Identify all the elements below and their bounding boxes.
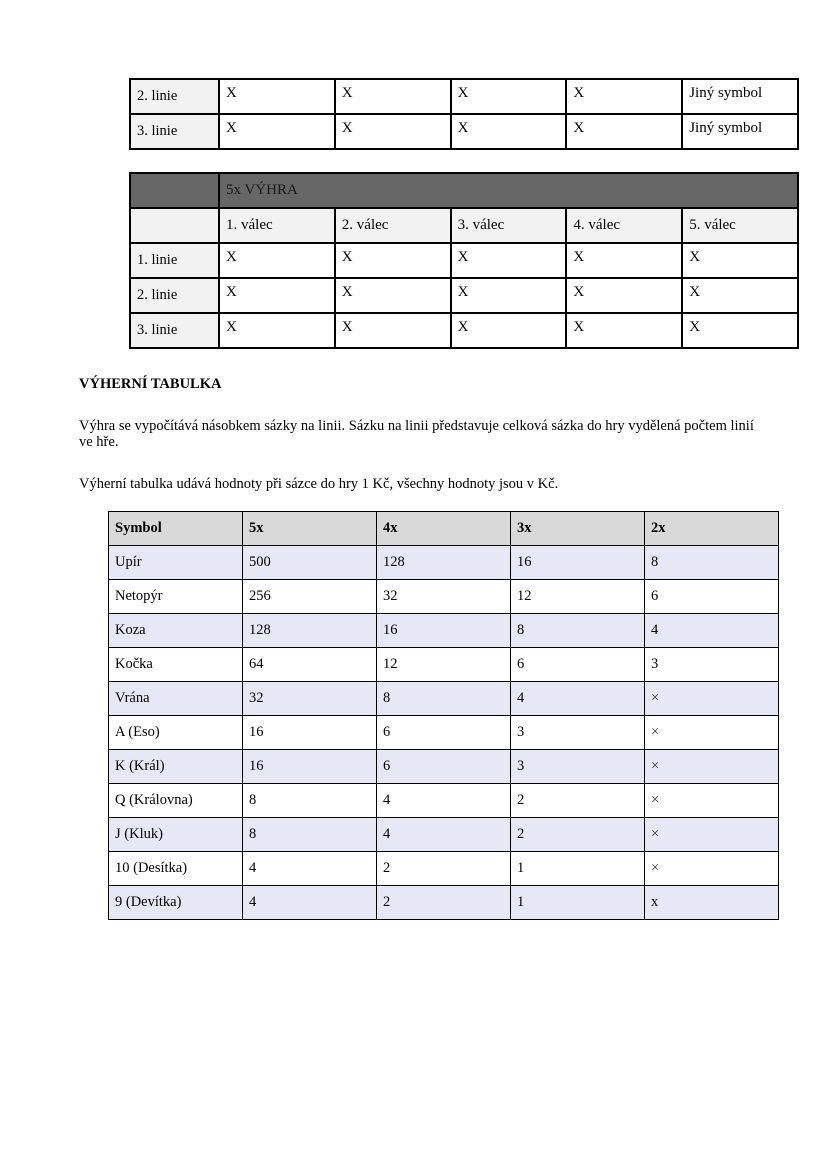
- paragraph-paytable-note: Výherní tabulka udává hodnoty při sázce do hry 1 Kč, všechny hodnoty jsou v Kč.: [79, 476, 559, 492]
- cell: [682, 114, 798, 149]
- table-row: [130, 79, 798, 114]
- paytable-row: [109, 682, 779, 716]
- cell-value: X: [226, 249, 237, 265]
- payout-value: 128: [377, 546, 511, 580]
- line-label: 1. linie: [130, 243, 219, 278]
- payout-value: 16: [243, 750, 377, 784]
- cell: [451, 79, 567, 114]
- line-label: 3. linie: [130, 313, 219, 348]
- cell-value: X: [689, 319, 701, 335]
- payout-value: x: [645, 886, 779, 920]
- payout-value: 8: [243, 784, 377, 818]
- payout-value: 4: [645, 614, 779, 648]
- payout-value: 500: [243, 546, 377, 580]
- table-title-row: [130, 173, 798, 208]
- payout-value: 128: [243, 614, 377, 648]
- cell: [566, 243, 682, 278]
- paytable-row: [109, 818, 779, 852]
- cell: [219, 278, 335, 313]
- payout-value: 3: [511, 750, 645, 784]
- cell-value: X: [226, 120, 237, 136]
- column-header: 2x: [645, 512, 779, 546]
- line-label: 3. linie: [130, 114, 219, 149]
- reel-header: 5. válec: [682, 208, 798, 243]
- cell: [219, 243, 335, 278]
- paytable-row: [109, 614, 779, 648]
- line-label: 2. linie: [130, 278, 219, 313]
- payout-value: 3: [511, 716, 645, 750]
- cell-value: X: [226, 85, 237, 101]
- cell-value: X: [689, 249, 701, 265]
- reel-header-row: [130, 208, 798, 243]
- payout-value: 256: [243, 580, 377, 614]
- cell: [566, 278, 682, 313]
- table-row: [130, 114, 798, 149]
- column-header: Symbol: [109, 512, 243, 546]
- payout-value: 32: [243, 682, 377, 716]
- cell: [335, 243, 451, 278]
- reel-header: 1. válec: [219, 208, 335, 243]
- cell-value: X: [341, 85, 353, 101]
- cell: [566, 79, 682, 114]
- cell: [219, 114, 335, 149]
- column-header: 5x: [243, 512, 377, 546]
- cell: [219, 79, 335, 114]
- payout-value: 6: [377, 750, 511, 784]
- symbol-name: Netopýr: [109, 580, 243, 614]
- payout-value: ×: [645, 818, 779, 852]
- paytable-row: [109, 886, 779, 920]
- cell-value: X: [457, 120, 469, 136]
- cell-value: X: [573, 284, 585, 300]
- payout-value: 16: [377, 614, 511, 648]
- payout-value: 64: [243, 648, 377, 682]
- paytable-row: [109, 784, 779, 818]
- cell-value: X: [457, 249, 469, 265]
- payout-value: 8: [645, 546, 779, 580]
- payout-value: 8: [511, 614, 645, 648]
- payout-value: 6: [377, 716, 511, 750]
- payout-value: 12: [377, 648, 511, 682]
- symbol-name: A (Eso): [109, 716, 243, 750]
- empty-cell: [130, 173, 219, 208]
- cell: [451, 114, 567, 149]
- column-header: 4x: [377, 512, 511, 546]
- reel-header: 2. válec: [335, 208, 451, 243]
- symbol-name: Vrána: [109, 682, 243, 716]
- payout-value: 8: [377, 682, 511, 716]
- payout-value: 6: [511, 648, 645, 682]
- cell: [335, 313, 451, 348]
- payout-value: ×: [645, 852, 779, 886]
- payout-value: 4: [243, 852, 377, 886]
- table-row: [130, 243, 798, 278]
- table-title: 5x VÝHRA: [219, 173, 798, 208]
- cell-value: X: [341, 284, 353, 300]
- cell: [451, 313, 567, 348]
- payout-value: ×: [645, 750, 779, 784]
- cell: [682, 243, 798, 278]
- cell-value: X: [341, 319, 353, 335]
- paragraph-bet-explanation: Výhra se vypočítává násobkem sázky na linii. Sázku na linii představuje celková sázka do hry vydělená počtem linií ve hře.: [79, 418, 754, 450]
- cell-value: X: [573, 249, 585, 265]
- cell-value: X: [457, 284, 469, 300]
- reel-header: 4. válec: [566, 208, 682, 243]
- paytable-row: [109, 648, 779, 682]
- symbol-name: Koza: [109, 614, 243, 648]
- payout-value: 4: [377, 784, 511, 818]
- cell-value: X: [573, 120, 585, 136]
- paytable-header-row: [109, 512, 779, 546]
- payout-value: 6: [645, 580, 779, 614]
- cell: [335, 114, 451, 149]
- cell-value: X: [341, 249, 353, 265]
- paytable-row: [109, 750, 779, 784]
- line-label: 2. linie: [130, 79, 219, 114]
- cell-value: X: [226, 284, 237, 300]
- cell-value: X: [457, 319, 469, 335]
- symbol-name: J (Kluk): [109, 818, 243, 852]
- cell-value: X: [573, 85, 585, 101]
- payout-value: 2: [511, 818, 645, 852]
- payout-value: 4: [377, 818, 511, 852]
- payout-value: 3: [645, 648, 779, 682]
- payout-value: 1: [511, 886, 645, 920]
- symbol-name: K (Král): [109, 750, 243, 784]
- partial-win-table: [129, 78, 799, 150]
- payout-value: ×: [645, 784, 779, 818]
- paytable-row: [109, 716, 779, 750]
- payout-value: 2: [377, 886, 511, 920]
- symbol-name: 9 (Devítka): [109, 886, 243, 920]
- payout-value: 4: [511, 682, 645, 716]
- payout-value: 8: [243, 818, 377, 852]
- cell: [219, 313, 335, 348]
- cell: [451, 243, 567, 278]
- paytable: [108, 511, 779, 920]
- payout-value: ×: [645, 716, 779, 750]
- cell: [566, 114, 682, 149]
- payout-value: 16: [511, 546, 645, 580]
- payout-value: 2: [511, 784, 645, 818]
- cell-value: X: [689, 284, 701, 300]
- symbol-name: 10 (Desítka): [109, 852, 243, 886]
- cell: [335, 79, 451, 114]
- payout-value: 2: [377, 852, 511, 886]
- cell: [451, 278, 567, 313]
- cell-value: X: [573, 319, 585, 335]
- cell: [566, 313, 682, 348]
- cell-value: Jiný symbol: [689, 120, 763, 136]
- reel-header: 3. válec: [451, 208, 567, 243]
- paytable-row: [109, 546, 779, 580]
- symbol-name: Upír: [109, 546, 243, 580]
- cell: [682, 313, 798, 348]
- symbol-name: Kočka: [109, 648, 243, 682]
- cell: [335, 278, 451, 313]
- payout-value: 16: [243, 716, 377, 750]
- cell-value: Jiný symbol: [689, 85, 763, 101]
- table-row: [130, 278, 798, 313]
- section-heading: VÝHERNÍ TABULKA: [79, 376, 222, 392]
- 5x-win-table: [129, 172, 799, 349]
- paytable-row: [109, 580, 779, 614]
- column-header: 3x: [511, 512, 645, 546]
- cell: [682, 278, 798, 313]
- cell-value: X: [457, 85, 469, 101]
- payout-value: 32: [377, 580, 511, 614]
- payout-value: 1: [511, 852, 645, 886]
- symbol-name: Q (Královna): [109, 784, 243, 818]
- empty-cell: [130, 208, 219, 243]
- paytable-row: [109, 852, 779, 886]
- payout-value: ×: [645, 682, 779, 716]
- cell: [682, 79, 798, 114]
- cell-value: X: [226, 319, 237, 335]
- cell-value: X: [341, 120, 353, 136]
- table-row: [130, 313, 798, 348]
- payout-value: 12: [511, 580, 645, 614]
- payout-value: 4: [243, 886, 377, 920]
